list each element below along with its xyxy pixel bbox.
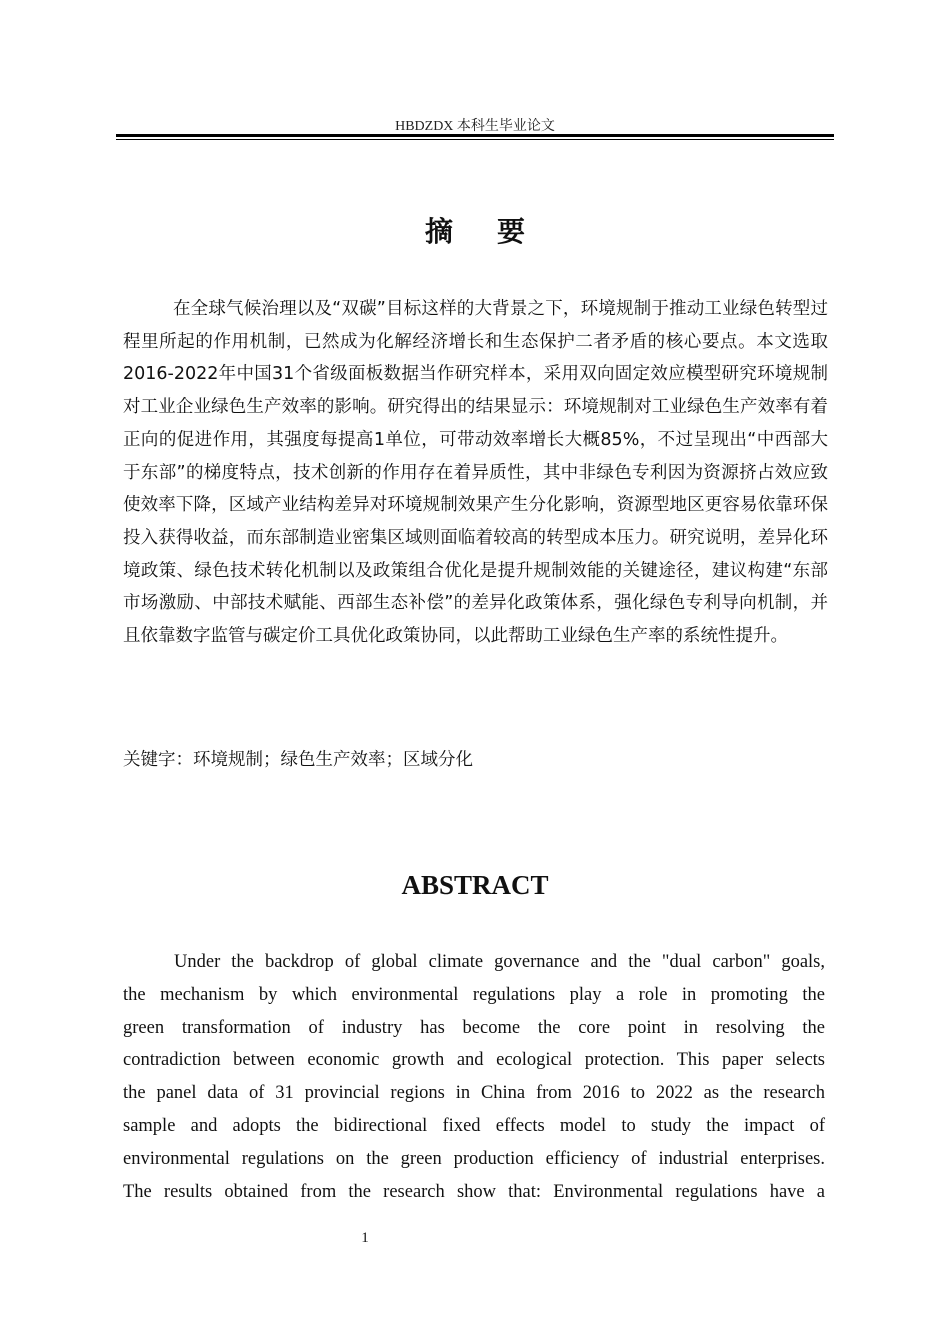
- abstract-en-line: the mechanism by which environmental regulations play a role in promoting the: [123, 984, 825, 1005]
- abstract-cn-title: 摘要: [424, 215, 569, 248]
- abstract-cn-paragraph: 在全球气候治理以及“双碳”目标这样的大背景之下，环境规制于推动工业绿色转型过程里所起的作用机制，已然成为化解经济增长和生态保护二者矛盾的核心要点。本文选取2016-2022年中国31个省级面板数据当作研究样本，采用双向固定效应模型研究环境规制对工业企业绿色生产效率的影响。研究得出的结果显示：环境规制对工业绿色生产效率有着正向的促进作用，其强度每提高1单位，可带动效率增长大概85%，不过呈现出“中西部大于东部”的梯度特点，技术创新的作用存在着异质性，其中非绿色专利因为资源挤占效应致使效率下降，区域产业结构差异对环境规制效果产生分化影响，资源型地区更容易依靠环保投入获得收益，而东部制造业密集区域则面临着较高的转型成本压力。研究说明，差异化环境政策、绿色技术转化机制以及政策组合优化是提升规制效能的关键途径，建议构建“东部市场激励、中部技术赋能、西部生态补偿”的差异化政策体系，强化绿色专利导向机制，并且依靠数字监管与碳定价工具优化政策协同，以此帮助工业绿色生产率的系统性提升。: [123, 299, 828, 647]
- abstract-en-body: [123, 946, 825, 1208]
- abstract-en-line: sample and adopts the bidirectional fixed effects model to study the impact of: [123, 1115, 825, 1136]
- abstract-en-line: contradiction between economic growth and ecological protection. This paper selects: [123, 1050, 825, 1071]
- header-rule-thick: [116, 134, 834, 137]
- header-rule-thin: [116, 139, 834, 140]
- page-number: 1: [361, 1230, 369, 1246]
- keywords-cn: 关键字：环境规制；绿色生产效率；区域分化: [123, 750, 473, 770]
- abstract-en-line: environmental regulations on the green production efficiency of industrial enterprises.: [123, 1148, 825, 1169]
- abstract-en-line: Under the backdrop of global climate governance and the "dual carbon" goals,: [174, 952, 825, 972]
- abstract-en-line: green transformation of industry has become the core point in resolving the: [123, 1017, 825, 1038]
- abstract-cn-body: [123, 293, 828, 653]
- abstract-en-line: The results obtained from the research show that: Environmental regulations have a: [123, 1181, 825, 1202]
- abstract-en-line: the panel data of 31 provincial regions in China from 2016 to 2022 as the research: [123, 1083, 825, 1104]
- running-header: HBDZDX 本科生毕业论文: [395, 119, 555, 134]
- abstract-en-title: ABSTRACT: [401, 870, 549, 900]
